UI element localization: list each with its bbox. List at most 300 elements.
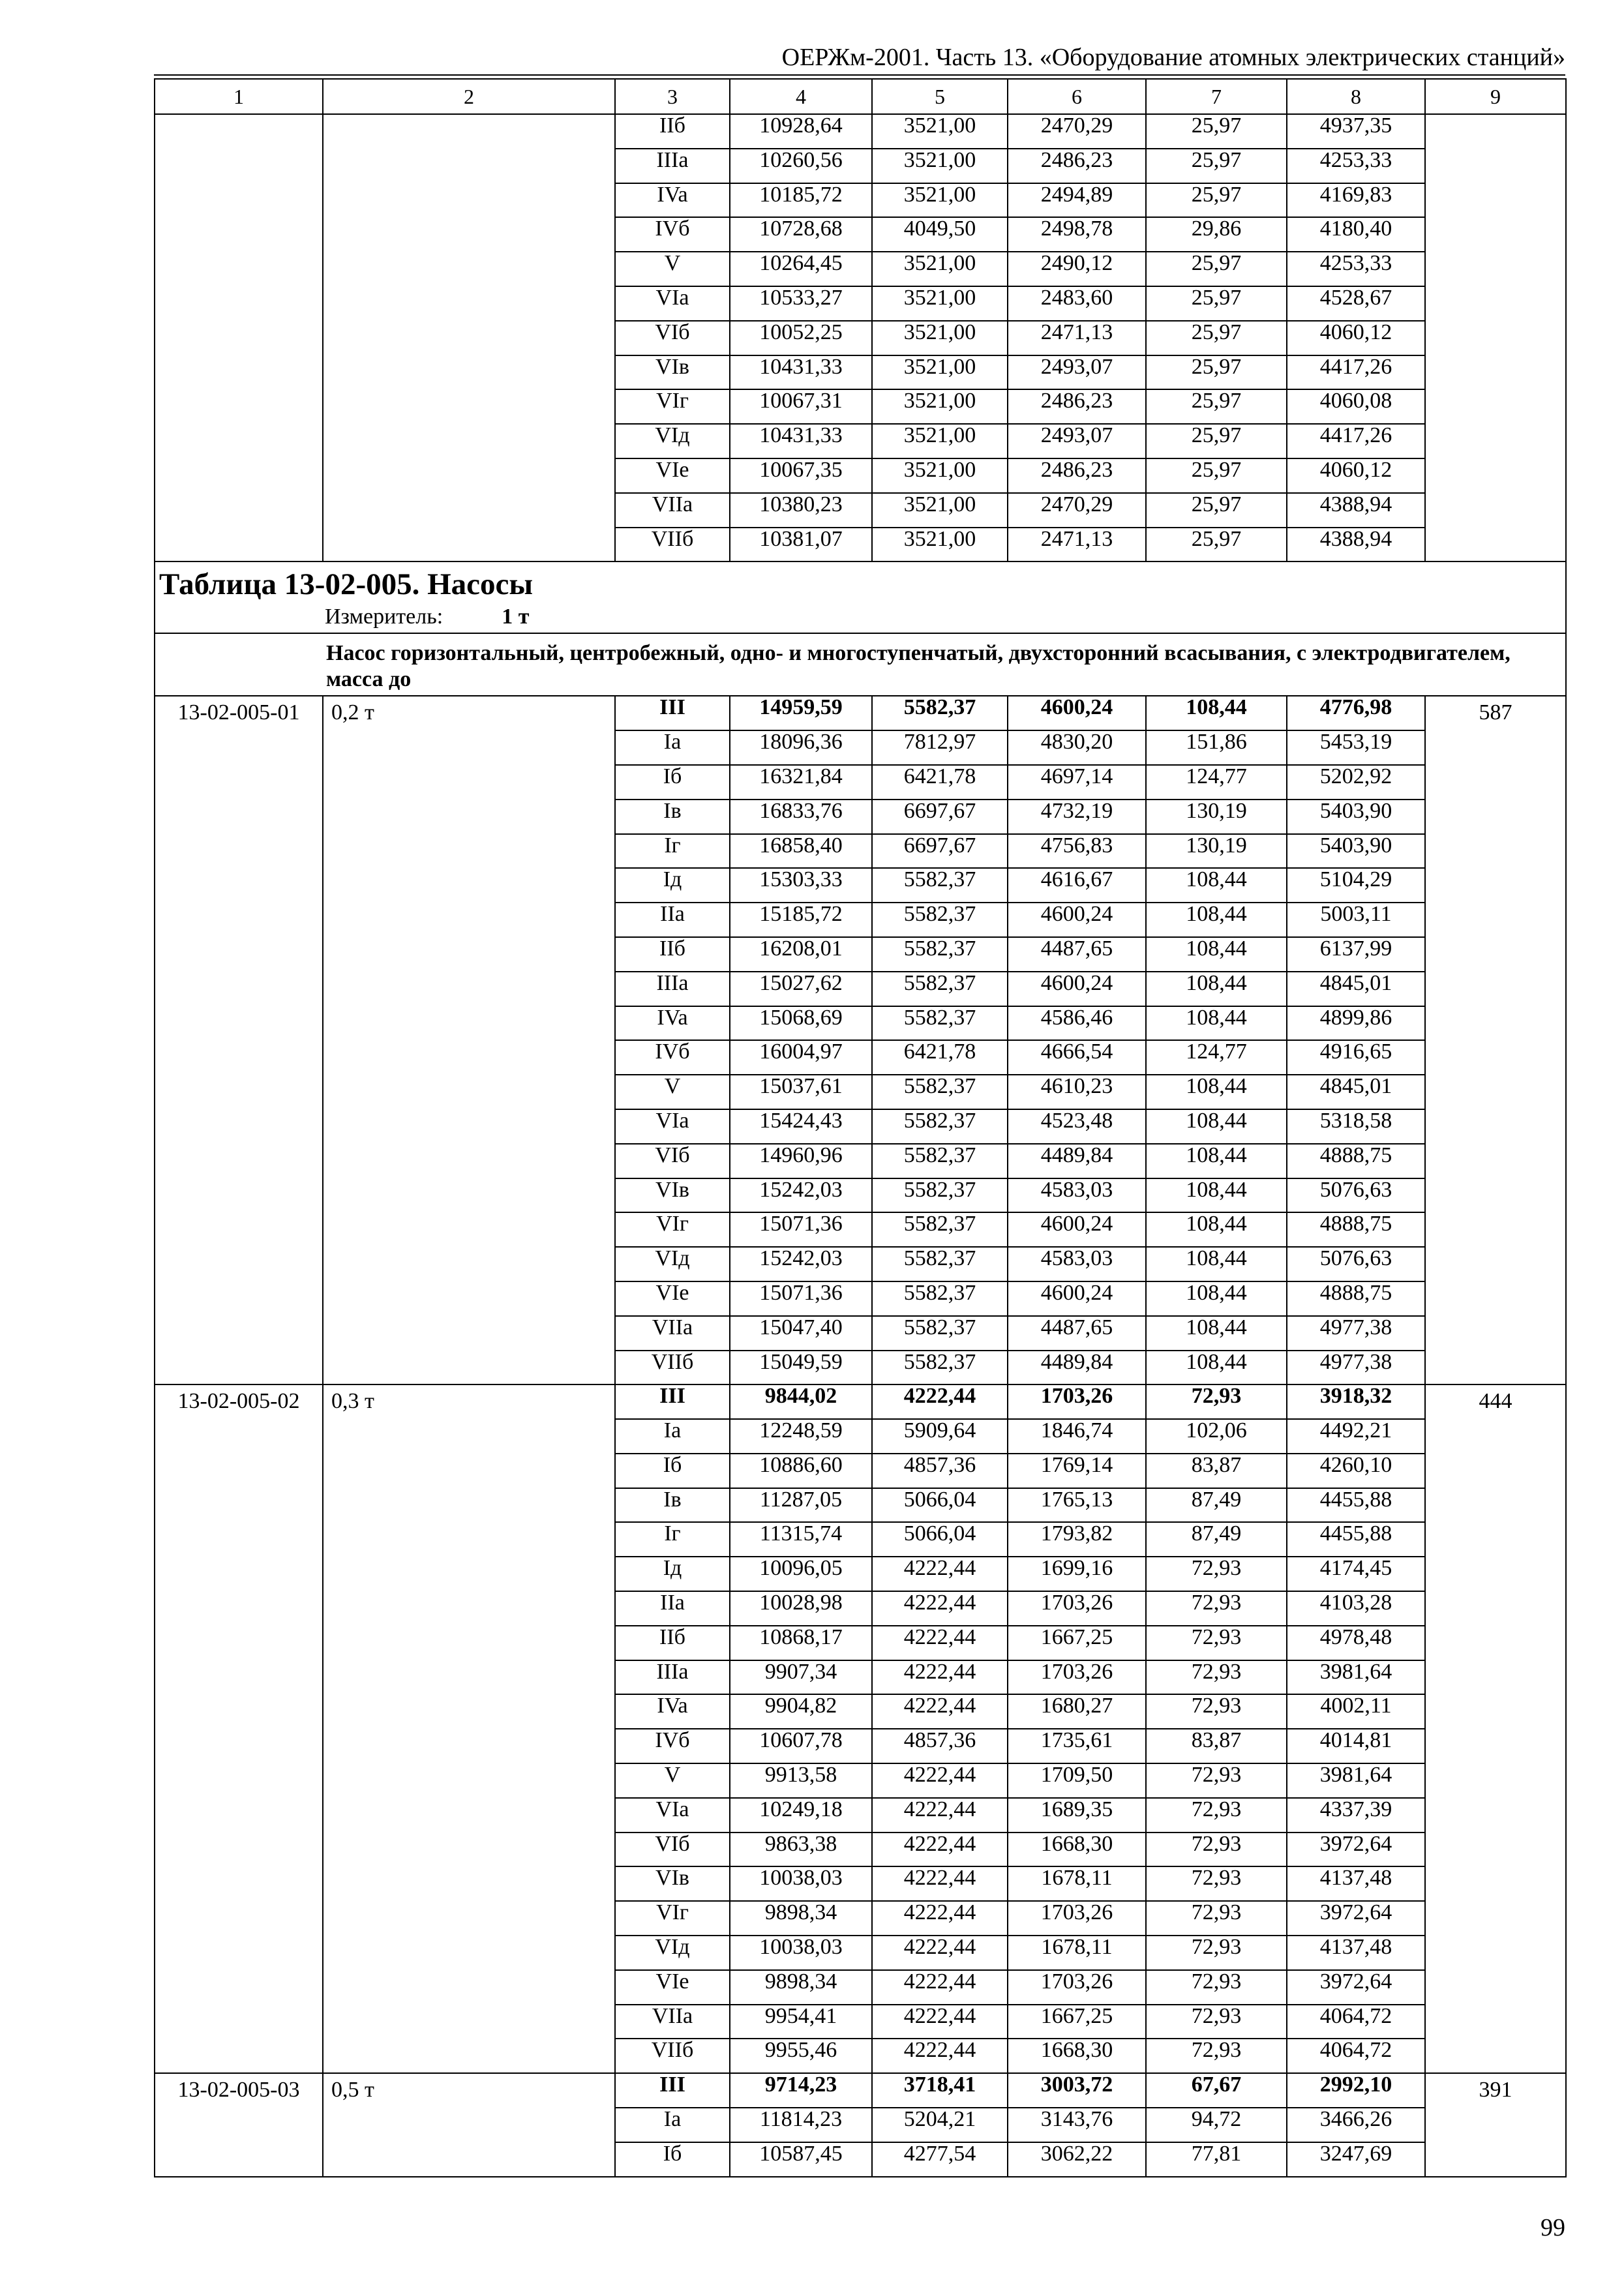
region-cell: VIб xyxy=(615,1144,730,1178)
value-cell: 25,97 xyxy=(1146,458,1287,493)
value-cell: 5403,90 xyxy=(1287,834,1425,869)
value-cell: 72,93 xyxy=(1146,1660,1287,1695)
value-cell: 2470,29 xyxy=(1008,493,1146,528)
value-cell: 4222,44 xyxy=(872,1901,1008,1936)
value-cell: 4137,48 xyxy=(1287,1936,1425,1970)
code-cell: 13-02-005-01 xyxy=(155,696,323,1384)
value-cell: 5003,11 xyxy=(1287,903,1425,937)
code-cell: 13-02-005-03 xyxy=(155,2073,323,2176)
value-cell: 4222,44 xyxy=(872,2039,1008,2073)
mass-cell: 0,2 т xyxy=(323,696,615,1384)
value-cell: 2486,23 xyxy=(1008,149,1146,183)
value-cell: 10381,07 xyxy=(730,528,872,562)
value-cell: 9863,38 xyxy=(730,1833,872,1867)
column-number: 1 xyxy=(155,79,323,114)
value-cell: 1735,61 xyxy=(1008,1729,1146,1763)
region-cell: Ia xyxy=(615,730,730,765)
value-cell: 4888,75 xyxy=(1287,1144,1425,1178)
column-number: 4 xyxy=(730,79,872,114)
value-cell: 5582,37 xyxy=(872,1109,1008,1144)
value-cell: 5582,37 xyxy=(872,903,1008,937)
value-cell: 9898,34 xyxy=(730,1970,872,2005)
region-cell: IIa xyxy=(615,903,730,937)
value-cell: 4049,50 xyxy=(872,217,1008,252)
value-cell: 5582,37 xyxy=(872,696,1008,730)
region-cell: Ia xyxy=(615,1419,730,1454)
region-cell: VIIб xyxy=(615,528,730,562)
region-cell: VIг xyxy=(615,389,730,424)
value-cell: 9913,58 xyxy=(730,1763,872,1798)
value-cell: 2471,13 xyxy=(1008,321,1146,355)
value-cell: 72,93 xyxy=(1146,1694,1287,1729)
value-cell: 4487,65 xyxy=(1008,1316,1146,1351)
value-cell: 4492,21 xyxy=(1287,1419,1425,1454)
value-cell: 9898,34 xyxy=(730,1901,872,1936)
value-cell: 9904,82 xyxy=(730,1694,872,1729)
value-cell: 72,93 xyxy=(1146,1557,1287,1591)
region-cell: III xyxy=(615,2073,730,2108)
value-cell: 15424,43 xyxy=(730,1109,872,1144)
value-cell: 10249,18 xyxy=(730,1798,872,1833)
value-cell: 3521,00 xyxy=(872,114,1008,149)
value-cell: 4103,28 xyxy=(1287,1591,1425,1626)
value-cell: 108,44 xyxy=(1146,1144,1287,1178)
value-cell: 1703,26 xyxy=(1008,1901,1146,1936)
count-cell: 587 xyxy=(1425,696,1566,1384)
value-cell: 10038,03 xyxy=(730,1936,872,1970)
measure-label: Измеритель: xyxy=(325,605,444,629)
value-cell: 15071,36 xyxy=(730,1212,872,1247)
value-cell: 108,44 xyxy=(1146,696,1287,730)
value-cell: 2486,23 xyxy=(1008,458,1146,493)
value-cell: 4489,84 xyxy=(1008,1351,1146,1385)
value-cell: 3521,00 xyxy=(872,286,1008,321)
value-cell: 5582,37 xyxy=(872,1316,1008,1351)
column-number: 9 xyxy=(1425,79,1566,114)
value-cell: 3062,22 xyxy=(1008,2142,1146,2177)
value-cell: 16858,40 xyxy=(730,834,872,869)
value-cell: 4616,67 xyxy=(1008,868,1146,903)
value-cell: 72,93 xyxy=(1146,1384,1287,1419)
value-cell: 4060,08 xyxy=(1287,389,1425,424)
value-cell: 2490,12 xyxy=(1008,252,1146,286)
value-cell: 10028,98 xyxy=(730,1591,872,1626)
count-cell xyxy=(1425,114,1566,561)
region-cell: VIe xyxy=(615,458,730,493)
value-cell: 87,49 xyxy=(1146,1522,1287,1557)
value-cell: 4916,65 xyxy=(1287,1040,1425,1075)
value-cell: 151,86 xyxy=(1146,730,1287,765)
value-cell: 3521,00 xyxy=(872,458,1008,493)
value-cell: 4222,44 xyxy=(872,1660,1008,1695)
value-cell: 5202,92 xyxy=(1287,765,1425,800)
value-cell: 2470,29 xyxy=(1008,114,1146,149)
value-cell: 4222,44 xyxy=(872,1970,1008,2005)
value-cell: 2498,78 xyxy=(1008,217,1146,252)
value-cell: 25,97 xyxy=(1146,252,1287,286)
value-cell: 9844,02 xyxy=(730,1384,872,1419)
value-cell: 4756,83 xyxy=(1008,834,1146,869)
header-rule xyxy=(154,74,1565,76)
value-cell: 3143,76 xyxy=(1008,2108,1146,2142)
value-cell: 4337,39 xyxy=(1287,1798,1425,1833)
value-cell: 10587,45 xyxy=(730,2142,872,2177)
value-cell: 5582,37 xyxy=(872,972,1008,1006)
value-cell: 9714,23 xyxy=(730,2073,872,2108)
value-cell: 15037,61 xyxy=(730,1075,872,1109)
value-cell: 4222,44 xyxy=(872,1626,1008,1660)
value-cell: 3521,00 xyxy=(872,149,1008,183)
value-cell: 15049,59 xyxy=(730,1351,872,1385)
value-cell: 4977,38 xyxy=(1287,1351,1425,1385)
value-cell: 4260,10 xyxy=(1287,1454,1425,1488)
value-cell: 25,97 xyxy=(1146,286,1287,321)
value-cell: 5066,04 xyxy=(872,1522,1008,1557)
value-cell: 1667,25 xyxy=(1008,1626,1146,1660)
region-cell: IVa xyxy=(615,1694,730,1729)
value-cell: 4600,24 xyxy=(1008,903,1146,937)
value-cell: 5076,63 xyxy=(1287,1247,1425,1281)
value-cell: 1703,26 xyxy=(1008,1660,1146,1695)
value-cell: 3981,64 xyxy=(1287,1660,1425,1695)
value-cell: 6697,67 xyxy=(872,834,1008,869)
region-cell: Iб xyxy=(615,1454,730,1488)
value-cell: 10431,33 xyxy=(730,355,872,390)
value-cell: 10431,33 xyxy=(730,424,872,458)
region-cell: V xyxy=(615,1763,730,1798)
value-cell: 4455,88 xyxy=(1287,1522,1425,1557)
value-cell: 108,44 xyxy=(1146,1281,1287,1316)
value-cell: 10928,64 xyxy=(730,114,872,149)
value-cell: 25,97 xyxy=(1146,114,1287,149)
mass-cell: 0,5 т xyxy=(323,2073,615,2176)
value-cell: 9907,34 xyxy=(730,1660,872,1695)
value-cell: 1769,14 xyxy=(1008,1454,1146,1488)
value-cell: 108,44 xyxy=(1146,1247,1287,1281)
value-cell: 4002,11 xyxy=(1287,1694,1425,1729)
region-cell: Iб xyxy=(615,765,730,800)
value-cell: 9955,46 xyxy=(730,2039,872,2073)
value-cell: 5582,37 xyxy=(872,1075,1008,1109)
value-cell: 4977,38 xyxy=(1287,1316,1425,1351)
region-cell: IVб xyxy=(615,1729,730,1763)
value-cell: 4137,48 xyxy=(1287,1866,1425,1901)
value-cell: 10607,78 xyxy=(730,1729,872,1763)
value-cell: 4845,01 xyxy=(1287,1075,1425,1109)
table-row xyxy=(155,1384,1566,1419)
value-cell: 108,44 xyxy=(1146,937,1287,972)
value-cell: 124,77 xyxy=(1146,1040,1287,1075)
value-cell: 10868,17 xyxy=(730,1626,872,1660)
value-cell: 1667,25 xyxy=(1008,2005,1146,2039)
value-cell: 25,97 xyxy=(1146,321,1287,355)
value-cell: 108,44 xyxy=(1146,1178,1287,1213)
value-cell: 3521,00 xyxy=(872,424,1008,458)
measure-line xyxy=(159,604,1561,630)
value-cell: 67,67 xyxy=(1146,2073,1287,2108)
value-cell: 4064,72 xyxy=(1287,2005,1425,2039)
region-cell: VIб xyxy=(615,1833,730,1867)
region-cell: V xyxy=(615,1075,730,1109)
value-cell: 4600,24 xyxy=(1008,1212,1146,1247)
value-cell: 130,19 xyxy=(1146,800,1287,834)
region-cell: IIIa xyxy=(615,972,730,1006)
value-cell: 4830,20 xyxy=(1008,730,1146,765)
value-cell: 5582,37 xyxy=(872,1247,1008,1281)
region-cell: IIб xyxy=(615,1626,730,1660)
value-cell: 72,93 xyxy=(1146,1763,1287,1798)
value-cell: 72,93 xyxy=(1146,1798,1287,1833)
value-cell: 108,44 xyxy=(1146,1212,1287,1247)
value-cell: 15068,69 xyxy=(730,1006,872,1041)
value-cell: 10264,45 xyxy=(730,252,872,286)
region-cell: VIв xyxy=(615,1178,730,1213)
value-cell: 4899,86 xyxy=(1287,1006,1425,1041)
value-cell: 4222,44 xyxy=(872,1936,1008,1970)
region-cell: IIa xyxy=(615,1591,730,1626)
region-cell: VIб xyxy=(615,321,730,355)
value-cell: 1668,30 xyxy=(1008,2039,1146,2073)
page-header: ОЕРЖм-2001. Часть 13. «Оборудование атомных электрических станций» xyxy=(781,44,1565,71)
value-cell: 4060,12 xyxy=(1287,321,1425,355)
value-cell: 4600,24 xyxy=(1008,1281,1146,1316)
value-cell: 4776,98 xyxy=(1287,696,1425,730)
region-cell: VIa xyxy=(615,286,730,321)
region-cell: VIг xyxy=(615,1212,730,1247)
value-cell: 1680,27 xyxy=(1008,1694,1146,1729)
value-cell: 12248,59 xyxy=(730,1419,872,1454)
value-cell: 4487,65 xyxy=(1008,937,1146,972)
value-cell: 10886,60 xyxy=(730,1454,872,1488)
value-cell: 18096,36 xyxy=(730,730,872,765)
value-cell: 1846,74 xyxy=(1008,1419,1146,1454)
value-cell: 4600,24 xyxy=(1008,972,1146,1006)
value-cell: 77,81 xyxy=(1146,2142,1287,2177)
value-cell: 3521,00 xyxy=(872,252,1008,286)
region-cell: IIIa xyxy=(615,149,730,183)
value-cell: 25,97 xyxy=(1146,528,1287,562)
value-cell: 94,72 xyxy=(1146,2108,1287,2142)
region-cell: IIб xyxy=(615,114,730,149)
value-cell: 124,77 xyxy=(1146,765,1287,800)
value-cell: 4222,44 xyxy=(872,1694,1008,1729)
value-cell: 4888,75 xyxy=(1287,1212,1425,1247)
region-cell: Iд xyxy=(615,868,730,903)
region-cell: VIe xyxy=(615,1281,730,1316)
value-cell: 4888,75 xyxy=(1287,1281,1425,1316)
value-cell: 25,97 xyxy=(1146,355,1287,390)
value-cell: 25,97 xyxy=(1146,149,1287,183)
region-cell: VIг xyxy=(615,1901,730,1936)
measure-value: 1 т xyxy=(502,605,530,629)
value-cell: 4222,44 xyxy=(872,1833,1008,1867)
column-number: 3 xyxy=(615,79,730,114)
region-cell: VIa xyxy=(615,1798,730,1833)
value-cell: 1709,50 xyxy=(1008,1763,1146,1798)
region-cell: IVб xyxy=(615,217,730,252)
mass-cell: 0,3 т xyxy=(323,1384,615,2073)
value-cell: 16321,84 xyxy=(730,765,872,800)
value-cell: 72,93 xyxy=(1146,1936,1287,1970)
value-cell: 3521,00 xyxy=(872,183,1008,218)
region-cell: Iв xyxy=(615,1488,730,1523)
region-cell: Iв xyxy=(615,800,730,834)
value-cell: 1689,35 xyxy=(1008,1798,1146,1833)
value-cell: 5582,37 xyxy=(872,937,1008,972)
value-cell: 29,86 xyxy=(1146,217,1287,252)
value-cell: 4014,81 xyxy=(1287,1729,1425,1763)
value-cell: 9954,41 xyxy=(730,2005,872,2039)
code-cell: 13-02-005-02 xyxy=(155,1384,323,2073)
value-cell: 3718,41 xyxy=(872,2073,1008,2108)
value-cell: 72,93 xyxy=(1146,1833,1287,1867)
value-cell: 11315,74 xyxy=(730,1522,872,1557)
region-cell: VIд xyxy=(615,1247,730,1281)
region-cell: IVa xyxy=(615,1006,730,1041)
value-cell: 108,44 xyxy=(1146,1109,1287,1144)
value-cell: 4222,44 xyxy=(872,1763,1008,1798)
value-cell: 3247,69 xyxy=(1287,2142,1425,2177)
value-cell: 2493,07 xyxy=(1008,355,1146,390)
value-cell: 5104,29 xyxy=(1287,868,1425,903)
value-cell: 72,93 xyxy=(1146,1626,1287,1660)
value-cell: 5582,37 xyxy=(872,1144,1008,1178)
value-cell: 5909,64 xyxy=(872,1419,1008,1454)
value-cell: 3003,72 xyxy=(1008,2073,1146,2108)
value-cell: 6421,78 xyxy=(872,1040,1008,1075)
value-cell: 10038,03 xyxy=(730,1866,872,1901)
value-cell: 5066,04 xyxy=(872,1488,1008,1523)
value-cell: 10067,35 xyxy=(730,458,872,493)
value-cell: 4857,36 xyxy=(872,1454,1008,1488)
rates-table xyxy=(154,78,1567,2177)
value-cell: 15242,03 xyxy=(730,1247,872,1281)
value-cell: 1668,30 xyxy=(1008,1833,1146,1867)
value-cell: 4666,54 xyxy=(1008,1040,1146,1075)
value-cell: 1703,26 xyxy=(1008,1384,1146,1419)
column-number: 5 xyxy=(872,79,1008,114)
value-cell: 14959,59 xyxy=(730,696,872,730)
region-cell: IVa xyxy=(615,183,730,218)
value-cell: 72,93 xyxy=(1146,1901,1287,1936)
value-cell: 4417,26 xyxy=(1287,424,1425,458)
value-cell: 108,44 xyxy=(1146,903,1287,937)
region-cell: IVб xyxy=(615,1040,730,1075)
region-cell: Iд xyxy=(615,1557,730,1591)
value-cell: 25,97 xyxy=(1146,183,1287,218)
region-cell: IIб xyxy=(615,937,730,972)
region-cell: VIв xyxy=(615,1866,730,1901)
table-row xyxy=(155,696,1566,730)
value-cell: 10052,25 xyxy=(730,321,872,355)
region-cell: VIIa xyxy=(615,1316,730,1351)
region-cell: VIIб xyxy=(615,2039,730,2073)
value-cell: 3521,00 xyxy=(872,493,1008,528)
column-number: 7 xyxy=(1146,79,1287,114)
value-cell: 16004,97 xyxy=(730,1040,872,1075)
value-cell: 3972,64 xyxy=(1287,1901,1425,1936)
value-cell: 3918,32 xyxy=(1287,1384,1425,1419)
value-cell: 4583,03 xyxy=(1008,1247,1146,1281)
value-cell: 5204,21 xyxy=(872,2108,1008,2142)
value-cell: 108,44 xyxy=(1146,972,1287,1006)
value-cell: 1703,26 xyxy=(1008,1970,1146,2005)
value-cell: 10096,05 xyxy=(730,1557,872,1591)
value-cell: 4222,44 xyxy=(872,1798,1008,1833)
value-cell: 108,44 xyxy=(1146,1006,1287,1041)
value-cell: 14960,96 xyxy=(730,1144,872,1178)
value-cell: 3981,64 xyxy=(1287,1763,1425,1798)
value-cell: 1699,16 xyxy=(1008,1557,1146,1591)
value-cell: 4222,44 xyxy=(872,2005,1008,2039)
value-cell: 6697,67 xyxy=(872,800,1008,834)
value-cell: 11287,05 xyxy=(730,1488,872,1523)
value-cell: 87,49 xyxy=(1146,1488,1287,1523)
table-title-cell xyxy=(155,561,1566,633)
value-cell: 3972,64 xyxy=(1287,1970,1425,2005)
value-cell: 72,93 xyxy=(1146,2005,1287,2039)
value-cell: 15071,36 xyxy=(730,1281,872,1316)
value-cell: 5582,37 xyxy=(872,1178,1008,1213)
region-cell: III xyxy=(615,1384,730,1419)
region-cell: Iг xyxy=(615,1522,730,1557)
region-cell: IIIa xyxy=(615,1660,730,1695)
value-cell: 6137,99 xyxy=(1287,937,1425,972)
value-cell: 5582,37 xyxy=(872,1281,1008,1316)
value-cell: 102,06 xyxy=(1146,1419,1287,1454)
value-cell: 4455,88 xyxy=(1287,1488,1425,1523)
value-cell: 1678,11 xyxy=(1008,1866,1146,1901)
value-cell: 15027,62 xyxy=(730,972,872,1006)
table-title: Таблица 13-02-005. Насосы xyxy=(159,567,534,602)
value-cell: 4586,46 xyxy=(1008,1006,1146,1041)
page-number: 99 xyxy=(1541,2214,1565,2241)
value-cell: 4253,33 xyxy=(1287,252,1425,286)
value-cell: 4222,44 xyxy=(872,1384,1008,1419)
value-cell: 83,87 xyxy=(1146,1454,1287,1488)
value-cell: 4253,33 xyxy=(1287,149,1425,183)
value-cell: 4222,44 xyxy=(872,1557,1008,1591)
value-cell: 72,93 xyxy=(1146,1866,1287,1901)
value-cell: 5582,37 xyxy=(872,1006,1008,1041)
table-row xyxy=(155,114,1566,149)
value-cell: 15242,03 xyxy=(730,1178,872,1213)
value-cell: 16833,76 xyxy=(730,800,872,834)
value-cell: 4388,94 xyxy=(1287,493,1425,528)
column-number: 2 xyxy=(323,79,615,114)
value-cell: 4732,19 xyxy=(1008,800,1146,834)
region-cell: VIIa xyxy=(615,2005,730,2039)
value-cell: 4697,14 xyxy=(1008,765,1146,800)
region-cell: VIe xyxy=(615,1970,730,2005)
value-cell: 10185,72 xyxy=(730,183,872,218)
table-title-row xyxy=(155,561,1566,633)
table-row xyxy=(155,2073,1566,2108)
value-cell: 16208,01 xyxy=(730,937,872,972)
value-cell: 2483,60 xyxy=(1008,286,1146,321)
value-cell: 1765,13 xyxy=(1008,1488,1146,1523)
value-cell: 25,97 xyxy=(1146,389,1287,424)
value-cell: 25,97 xyxy=(1146,493,1287,528)
value-cell: 5453,19 xyxy=(1287,730,1425,765)
value-cell: 2992,10 xyxy=(1287,2073,1425,2108)
value-cell: 3466,26 xyxy=(1287,2108,1425,2142)
value-cell: 2471,13 xyxy=(1008,528,1146,562)
value-cell: 5318,58 xyxy=(1287,1109,1425,1144)
value-cell: 5582,37 xyxy=(872,868,1008,903)
value-cell: 108,44 xyxy=(1146,1075,1287,1109)
region-cell: VIIa xyxy=(615,493,730,528)
